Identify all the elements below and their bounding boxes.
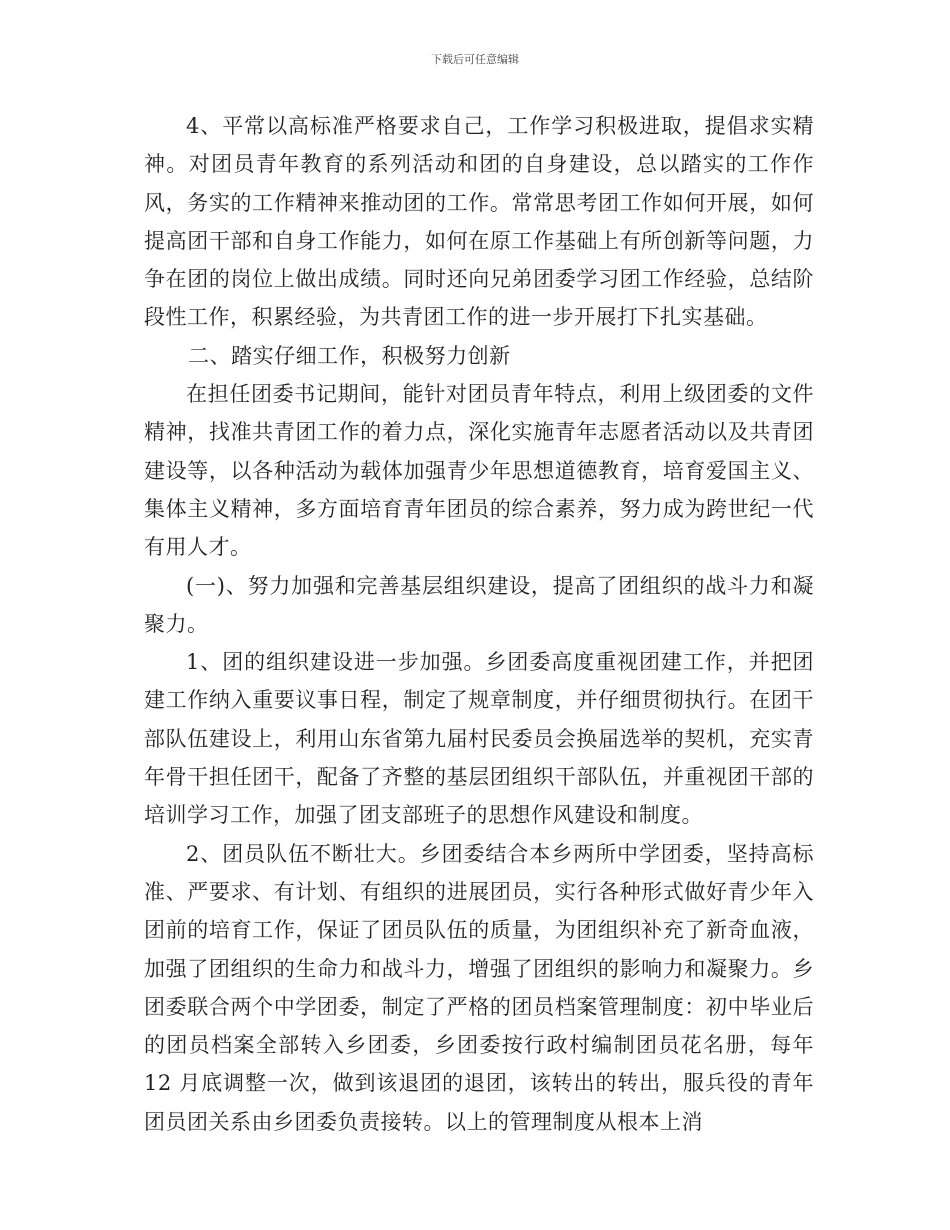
section-heading-two: 二、踏实仔细工作，积极努力创新 xyxy=(188,343,511,368)
paragraph-member-growth: 2、团员队伍不断壮大。乡团委结合本乡两所中学团委，坚持高标准、严要求、有计划、有组织的进展团员，实行各种形式做好青少年入团前的培育工作，保证了团员队伍的质量，为团组织补充了新奇血液，加强了团组织的生命力和战斗力，增强了团组织的影响力和凝聚力。乡团委联合两个中学团委，制定了严格的团员档案管理制度：初中毕业后的团员档案全部转入乡团委，乡团委按行政村编制团员花名册，每年 12 月底调整一次，做到该退团的退团，该转出的转出，服兵役的青年团员团关系由乡团委负责接转。以上的管理制度从根本上消 xyxy=(144,841,814,1134)
paragraph-section-two-intro: 在担任团委书记期间，能针对团员青年特点，利用上级团委的文件精神，找准共青团工作的着力点，深化实施青年志愿者活动以及共青团建设等，以各种活动为载体加强青少年思想道德教育，培育爱国主义、集体主义精神，多方面培育青年团员的综合素养，努力成为跨世纪一代有用人才。 xyxy=(144,382,814,560)
subsection-heading-one: (一)、努力加强和完善基层组织建设，提高了团组织的战斗力和凝聚力。 xyxy=(144,573,814,636)
paragraph-item-4: 4、平常以高标准严格要求自己，工作学习积极进取，提倡求实精神。对团员青年教育的系列活动和团的自身建设，总以踏实的工作作风，务实的工作精神来推动团的工作。常常思考团工作如何开展，如何提高团干部和自身工作能力，如何在原工作基础上有所创新等问题，力争在团的岗位上做出成绩。同时还向兄弟团委学习团工作经验，总结阶段性工作，积累经验，为共青团工作的进一步开展打下扎实基础。 xyxy=(144,114,814,330)
paragraph-organization-building: 1、团的组织建设进一步加强。乡团委高度重视团建工作，并把团建工作纳入重要议事日程，制定了规章制度，并仔细贯彻执行。在团干部队伍建设上，利用山东省第九届村民委员会换届选举的契机，充实青年骨干担任团干，配备了齐整的基层团组织干部队伍，并重视团干部的培训学习工作，加强了团支部班子的思想作风建设和制度。 xyxy=(144,650,814,828)
document-body xyxy=(144,107,814,1141)
page-header-note: 下载后可任意编辑 xyxy=(431,53,519,66)
